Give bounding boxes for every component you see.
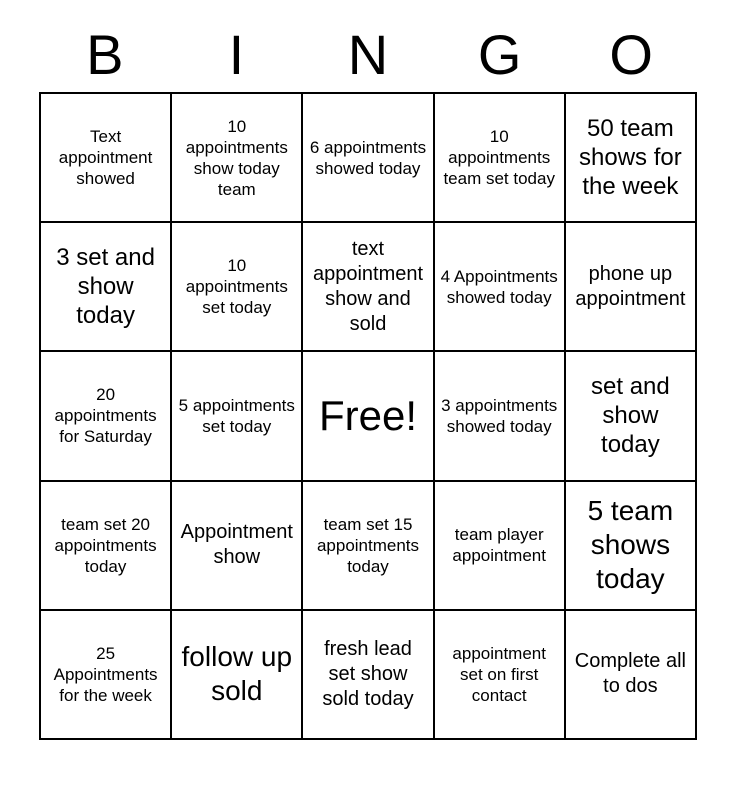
bingo-cell[interactable] (303, 482, 434, 611)
header-letter-n: N (347, 23, 389, 86)
bingo-cell-label: team set 20 appointments today (54, 514, 157, 576)
bingo-cell[interactable] (41, 352, 172, 481)
bingo-cell-label: 3 appointments showed today (441, 395, 558, 436)
bingo-cell-label: text appointment show and sold (312, 237, 424, 335)
bingo-cell[interactable] (172, 611, 303, 740)
bingo-cell[interactable] (172, 94, 303, 223)
bingo-cell[interactable] (41, 223, 172, 352)
bingo-cell[interactable] (303, 352, 434, 481)
bingo-cell[interactable] (41, 611, 172, 740)
bingo-cell-label: 4 Appointments showed today (440, 266, 558, 307)
bingo-cell-label: 5 team shows today (587, 495, 674, 595)
bingo-cell-label: 3 set and show today (56, 244, 155, 330)
bingo-cell[interactable] (435, 611, 566, 740)
bingo-cell[interactable] (435, 352, 566, 481)
bingo-cell[interactable] (303, 223, 434, 352)
bingo-cell-label: Free! (318, 391, 417, 439)
bingo-cell-label: 50 team shows for the week (579, 115, 682, 201)
bingo-cell[interactable] (566, 611, 697, 740)
bingo-cell-label: Appointment show (180, 521, 293, 569)
bingo-grid (39, 92, 697, 740)
bingo-cell-label: 10 appointments team set today (443, 127, 555, 189)
bingo-cell[interactable] (41, 94, 172, 223)
bingo-header (39, 24, 697, 86)
bingo-cell-label: 6 appointments showed today (309, 137, 427, 178)
bingo-cell-label: 10 appointments show today team (185, 116, 288, 199)
header-letter-o: O (609, 23, 653, 86)
bingo-cell-label: Text appointment showed (58, 127, 153, 189)
header-letter-g: G (477, 23, 522, 86)
bingo-cell[interactable] (435, 482, 566, 611)
bingo-cell-label: 10 appointments set today (185, 256, 288, 318)
bingo-cell[interactable] (566, 223, 697, 352)
bingo-cell-label: 5 appointments set today (178, 395, 295, 436)
bingo-cell[interactable] (172, 352, 303, 481)
header-letter-i: I (228, 23, 245, 86)
bingo-cell[interactable] (303, 611, 434, 740)
bingo-cell-label: appointment set on first contact (452, 643, 546, 705)
bingo-cell-label: follow up sold (181, 641, 293, 707)
bingo-cell[interactable] (435, 223, 566, 352)
bingo-cell[interactable] (303, 94, 434, 223)
bingo-cell[interactable] (41, 482, 172, 611)
header-letter-b: B (86, 23, 124, 86)
bingo-cell[interactable] (566, 482, 697, 611)
bingo-cell-label: set and show today (591, 373, 670, 459)
bingo-cell-label: Complete all to dos (574, 650, 686, 698)
bingo-cell-label: team player appointment (452, 525, 546, 566)
bingo-cell-label: fresh lead set show sold today (322, 637, 414, 710)
bingo-cell-label: 25 Appointments for the week (53, 643, 158, 705)
bingo-cell[interactable] (566, 352, 697, 481)
bingo-cell[interactable] (435, 94, 566, 223)
bingo-cell[interactable] (172, 223, 303, 352)
bingo-cell-label: 20 appointments for Saturday (54, 385, 157, 447)
bingo-cell-label: phone up appointment (575, 262, 686, 310)
bingo-cell[interactable] (172, 482, 303, 611)
bingo-cell[interactable] (566, 94, 697, 223)
bingo-cell-label: team set 15 appointments today (316, 514, 420, 576)
